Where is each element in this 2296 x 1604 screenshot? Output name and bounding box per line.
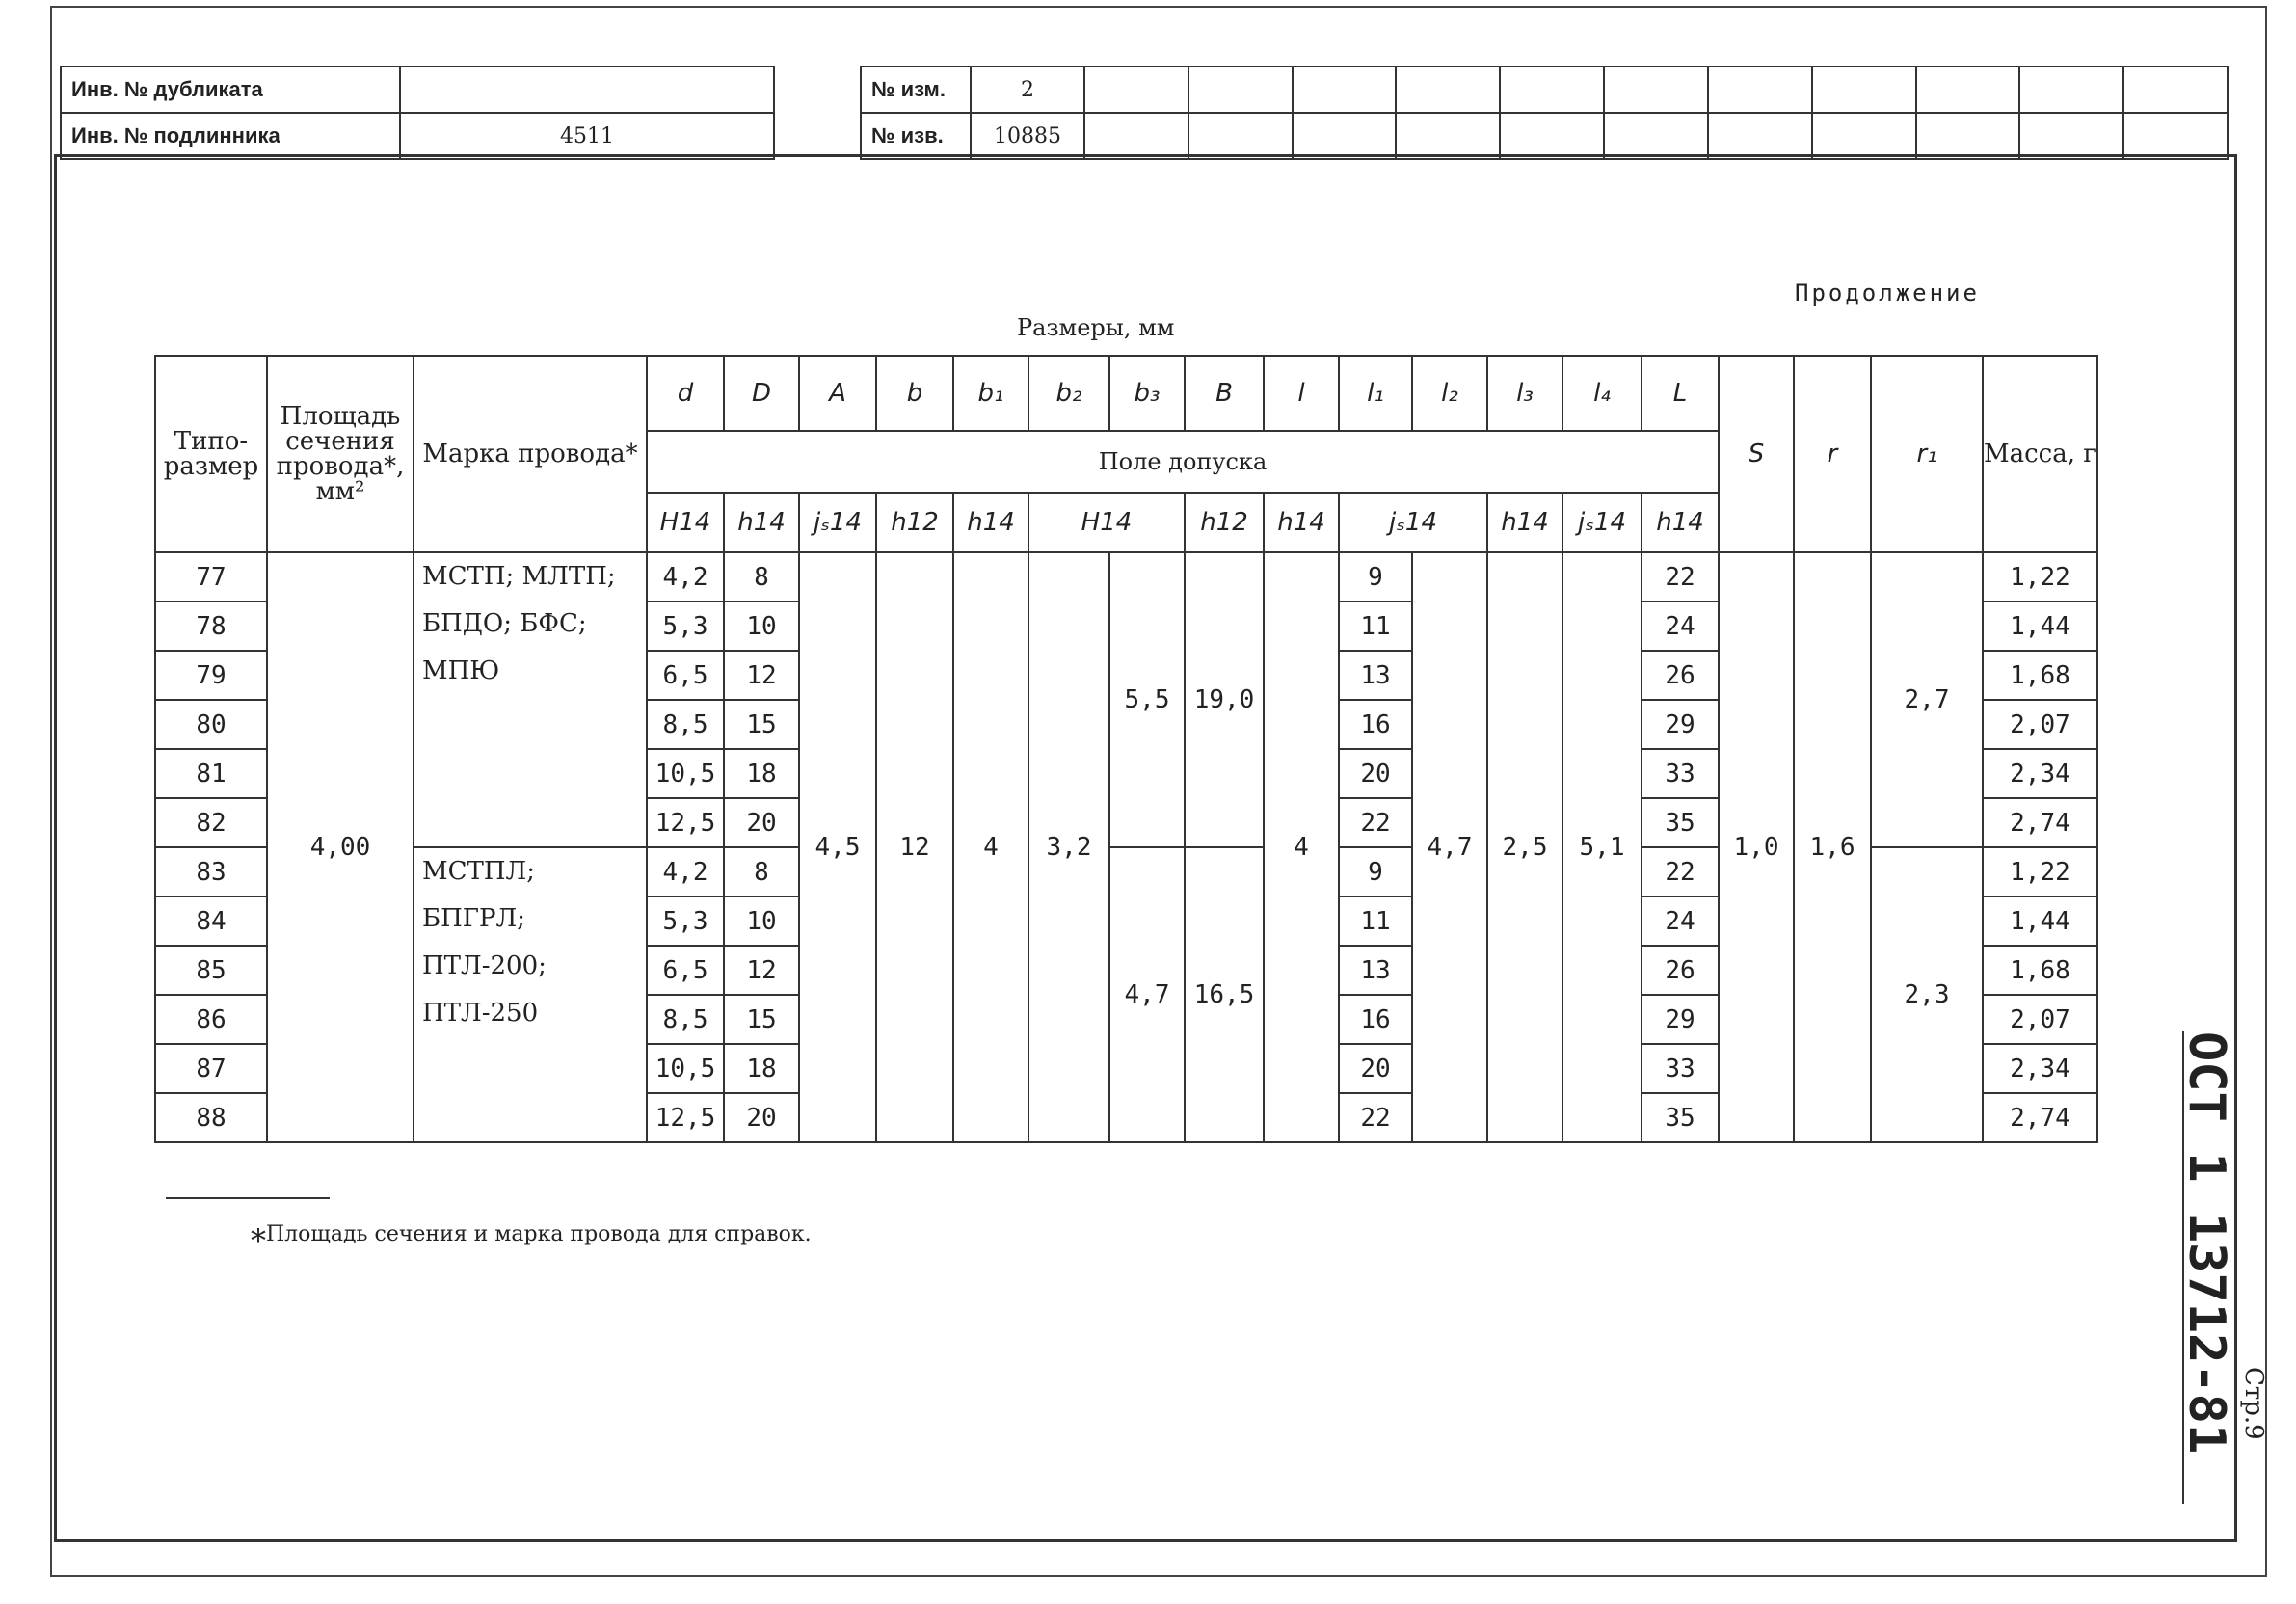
cell-mass: 1,22 bbox=[1983, 847, 2097, 896]
cell-L: 26 bbox=[1642, 651, 1719, 700]
cell-l: 4 bbox=[1264, 552, 1339, 1142]
cell-l2: 4,7 bbox=[1412, 552, 1487, 1142]
footnote bbox=[251, 1222, 812, 1259]
cell-d: 12,5 bbox=[647, 798, 724, 847]
cell-d: 10,5 bbox=[647, 1044, 724, 1093]
cell-l1: 9 bbox=[1339, 552, 1412, 602]
header-symbol: b bbox=[876, 356, 953, 431]
header-tolerance: jₛ14 bbox=[1562, 493, 1642, 552]
header-symbol: l bbox=[1264, 356, 1339, 431]
cell-l1: 11 bbox=[1339, 896, 1412, 946]
cell-size: 84 bbox=[155, 896, 267, 946]
cell-d: 4,2 bbox=[647, 847, 724, 896]
stamp-value: 10885 bbox=[971, 113, 1084, 159]
cell-mass: 2,34 bbox=[1983, 1044, 2097, 1093]
cell-size: 82 bbox=[155, 798, 267, 847]
header-symbol: d bbox=[647, 356, 724, 431]
cell-l1: 22 bbox=[1339, 798, 1412, 847]
header-tolerance: H14 bbox=[647, 493, 724, 552]
header-symbol: l₁ bbox=[1339, 356, 1412, 431]
cell-b1: 4 bbox=[953, 552, 1028, 1142]
cell-l1: 20 bbox=[1339, 1044, 1412, 1093]
header-symbol: D bbox=[724, 356, 799, 431]
cell-L: 24 bbox=[1642, 896, 1719, 946]
cell-size: 79 bbox=[155, 651, 267, 700]
cell-size: 83 bbox=[155, 847, 267, 896]
header-tolerance: h14 bbox=[1487, 493, 1562, 552]
cell-size: 85 bbox=[155, 946, 267, 995]
cell-size: 80 bbox=[155, 700, 267, 749]
cell-mass: 2,34 bbox=[1983, 749, 2097, 798]
cell-mass: 1,68 bbox=[1983, 651, 2097, 700]
cell-d: 4,2 bbox=[647, 552, 724, 602]
header-tolerance: h14 bbox=[1264, 493, 1339, 552]
cell-r: 1,6 bbox=[1794, 552, 1871, 1142]
header-brand: Марка провода* bbox=[414, 356, 647, 552]
cell-D: 8 bbox=[724, 847, 799, 896]
cell-D: 10 bbox=[724, 602, 799, 651]
footnote-text: Площадь сечения и марка провода для справок. bbox=[266, 1222, 812, 1246]
cell-D: 20 bbox=[724, 798, 799, 847]
cell-L: 29 bbox=[1642, 700, 1719, 749]
cell-L: 35 bbox=[1642, 798, 1719, 847]
header-symbol: b₃ bbox=[1109, 356, 1185, 431]
header-tolerance: h12 bbox=[1185, 493, 1264, 552]
cell-b3: 4,7 bbox=[1109, 847, 1185, 1142]
brand-line: БПДО; БФС; bbox=[422, 609, 587, 638]
header-tolerance: h12 bbox=[876, 493, 953, 552]
cell-b2: 3,2 bbox=[1028, 552, 1109, 1142]
cell-l1: 13 bbox=[1339, 946, 1412, 995]
cell-size: 88 bbox=[155, 1093, 267, 1142]
cell-L: 22 bbox=[1642, 847, 1719, 896]
cell-D: 12 bbox=[724, 651, 799, 700]
header-symbol: l₃ bbox=[1487, 356, 1562, 431]
cell-b: 12 bbox=[876, 552, 953, 1142]
cell-l1: 20 bbox=[1339, 749, 1412, 798]
cell-D: 10 bbox=[724, 896, 799, 946]
header-tolerance: h14 bbox=[953, 493, 1028, 552]
footnote-mark: * bbox=[251, 1222, 266, 1259]
stamp-left bbox=[60, 66, 775, 160]
cell-L: 29 bbox=[1642, 995, 1719, 1044]
table-row bbox=[155, 552, 2097, 602]
header-S: S bbox=[1719, 356, 1794, 552]
cell-size: 78 bbox=[155, 602, 267, 651]
brand-line: ПТЛ-250 bbox=[422, 999, 539, 1028]
header-tolerance: jₛ14 bbox=[799, 493, 876, 552]
table-body bbox=[155, 552, 2097, 1142]
cell-D: 20 bbox=[724, 1093, 799, 1142]
cell-l1: 22 bbox=[1339, 1093, 1412, 1142]
cell-d: 8,5 bbox=[647, 995, 724, 1044]
header-tolerance: jₛ14 bbox=[1339, 493, 1487, 552]
cell-l1: 9 bbox=[1339, 847, 1412, 896]
cell-L: 33 bbox=[1642, 1044, 1719, 1093]
cell-mass: 2,74 bbox=[1983, 1093, 2097, 1142]
brand-line: МСТПЛ; БПГРЛ; bbox=[422, 857, 535, 933]
cell-brand bbox=[414, 552, 647, 847]
cell-brand bbox=[414, 847, 647, 1142]
header-tolerance: h14 bbox=[724, 493, 799, 552]
cell-D: 18 bbox=[724, 1044, 799, 1093]
cell-B: 16,5 bbox=[1185, 847, 1264, 1142]
stamp-label: № изв. bbox=[861, 113, 971, 159]
cell-l1: 13 bbox=[1339, 651, 1412, 700]
cell-d: 6,5 bbox=[647, 946, 724, 995]
cell-l1: 11 bbox=[1339, 602, 1412, 651]
stamp-label: № изм. bbox=[861, 67, 971, 113]
cell-D: 15 bbox=[724, 700, 799, 749]
brand-line: ПТЛ-200; bbox=[422, 951, 547, 980]
continuation-label: Продолжение bbox=[1795, 280, 1980, 307]
stamp-value bbox=[400, 67, 774, 113]
cell-mass: 2,07 bbox=[1983, 995, 2097, 1044]
cell-d: 8,5 bbox=[647, 700, 724, 749]
cell-D: 8 bbox=[724, 552, 799, 602]
stamp-value: 4511 bbox=[400, 113, 774, 159]
brand-line: МСТП; МЛТП; bbox=[422, 562, 616, 591]
cell-B: 19,0 bbox=[1185, 552, 1264, 847]
cell-mass: 2,74 bbox=[1983, 798, 2097, 847]
cell-l1: 16 bbox=[1339, 700, 1412, 749]
header-symbol: B bbox=[1185, 356, 1264, 431]
cell-D: 12 bbox=[724, 946, 799, 995]
header-tolerance: h14 bbox=[1642, 493, 1719, 552]
cell-d: 12,5 bbox=[647, 1093, 724, 1142]
cell-A: 4,5 bbox=[799, 552, 876, 1142]
cell-size: 77 bbox=[155, 552, 267, 602]
page-number: Стр.9 bbox=[2239, 1367, 2268, 1440]
header-tolerance: H14 bbox=[1028, 493, 1185, 552]
cell-L: 26 bbox=[1642, 946, 1719, 995]
cell-L: 35 bbox=[1642, 1093, 1719, 1142]
header-symbol: l₄ bbox=[1562, 356, 1642, 431]
stamp-right bbox=[860, 66, 2229, 160]
cell-mass: 1,68 bbox=[1983, 946, 2097, 995]
header-symbol: b₁ bbox=[953, 356, 1028, 431]
footnote-rule bbox=[166, 1197, 330, 1199]
dimensions-title: Размеры, мм bbox=[1017, 314, 1175, 341]
cell-d: 5,3 bbox=[647, 896, 724, 946]
cell-b3: 5,5 bbox=[1109, 552, 1185, 847]
cell-l3: 2,5 bbox=[1487, 552, 1562, 1142]
cell-r1: 2,3 bbox=[1871, 847, 1983, 1142]
cell-mass: 1,44 bbox=[1983, 896, 2097, 946]
standard-designation bbox=[2101, 1031, 2268, 1513]
cell-d: 6,5 bbox=[647, 651, 724, 700]
dimensions-table bbox=[154, 355, 2098, 1143]
header-size: Типо-размер bbox=[155, 356, 267, 552]
cell-size: 81 bbox=[155, 749, 267, 798]
cell-L: 24 bbox=[1642, 602, 1719, 651]
cell-r1: 2,7 bbox=[1871, 552, 1983, 847]
cell-D: 15 bbox=[724, 995, 799, 1044]
header-area: Площадь сечения провода*, мм² bbox=[267, 356, 414, 552]
stamp-label: Инв. № дубликата bbox=[61, 67, 400, 113]
stamp-value: 2 bbox=[971, 67, 1084, 113]
header-mass: Масса, г bbox=[1983, 356, 2097, 552]
cell-d: 5,3 bbox=[647, 602, 724, 651]
cell-mass: 1,44 bbox=[1983, 602, 2097, 651]
header-symbol: L bbox=[1642, 356, 1719, 431]
cell-mass: 1,22 bbox=[1983, 552, 2097, 602]
header-tolerance-field: Поле допуска bbox=[647, 431, 1719, 493]
cell-d: 10,5 bbox=[647, 749, 724, 798]
cell-size: 86 bbox=[155, 995, 267, 1044]
header-r: r bbox=[1794, 356, 1871, 552]
stamp-label: Инв. № подлинника bbox=[61, 113, 400, 159]
cell-L: 22 bbox=[1642, 552, 1719, 602]
brand-line: МПЮ bbox=[422, 656, 500, 685]
cell-l1: 16 bbox=[1339, 995, 1412, 1044]
cell-l4: 5,1 bbox=[1562, 552, 1642, 1142]
header-symbol: A bbox=[799, 356, 876, 431]
cell-S: 1,0 bbox=[1719, 552, 1794, 1142]
header-r1: r₁ bbox=[1871, 356, 1983, 552]
cell-area: 4,00 bbox=[267, 552, 414, 1142]
cell-mass: 2,07 bbox=[1983, 700, 2097, 749]
cell-D: 18 bbox=[724, 749, 799, 798]
cell-size: 87 bbox=[155, 1044, 267, 1093]
header-symbol: b₂ bbox=[1028, 356, 1109, 431]
header-symbol: l₂ bbox=[1412, 356, 1487, 431]
cell-L: 33 bbox=[1642, 749, 1719, 798]
standard-number: ОСТ 1 13712-81 bbox=[2177, 1031, 2235, 1455]
